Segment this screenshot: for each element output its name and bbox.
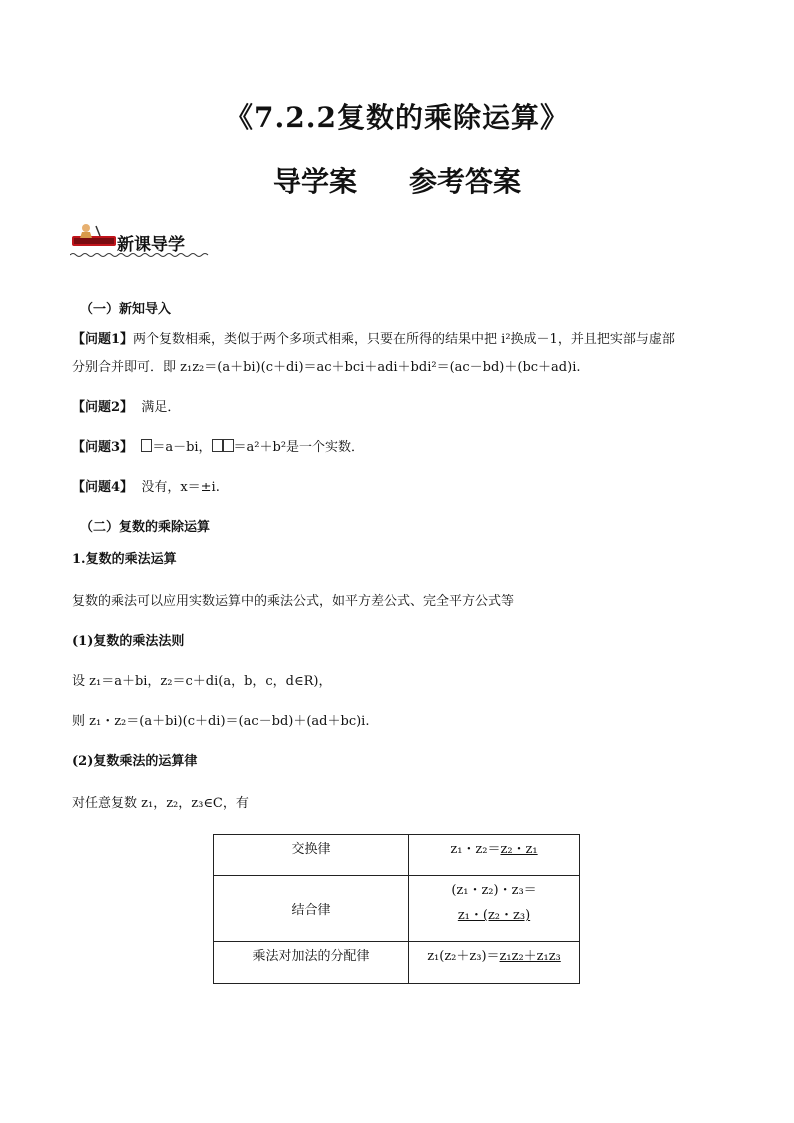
multiplication-intro: 复数的乘法可以应用实数运算中的乘法公式，如平方差公式、完全平方公式等 [72, 594, 515, 609]
formula-answer: z₁・(z₂・z₃) [457, 908, 531, 923]
q1-label: 【问题1】 [72, 332, 134, 347]
q2-label: 【问题2】 [72, 400, 134, 415]
q1-line2: 分别合并即可．即 z₁z₂＝(a＋bi)(c＋di)＝ac＋bci＋adi＋bdi²＝(ac－bd)＋(bc＋ad)i. [72, 360, 581, 375]
q4-text: 没有，x＝±i. [141, 480, 220, 495]
formula-left: z₁(z₂＋z₃)＝ [427, 949, 500, 964]
book-person-icon [70, 222, 118, 252]
law-intro: 对任意复数 z₁，z₂，z₃∈C，有 [72, 796, 249, 811]
law-name: 乘法对加法的分配律 [214, 942, 409, 984]
document-subtitle [0, 160, 794, 200]
document-title: 《7.2.2复数的乘除运算》 [225, 101, 569, 134]
conjugate-box [223, 439, 234, 452]
multiplication-laws-table [213, 834, 580, 984]
formula-left: (z₁・z₂)・z₃＝ [451, 883, 537, 898]
q3-text-b: ＝a²＋b²是一个实数． [233, 440, 365, 455]
law-name: 结合律 [214, 876, 409, 942]
law-formula [409, 942, 580, 984]
formula-answer: z₁z₂＋z₁z₃ [499, 949, 561, 964]
q3-line [72, 438, 364, 458]
law-formula [409, 835, 580, 876]
table-row [214, 876, 580, 942]
formula-left: z₁・z₂＝ [450, 842, 501, 857]
section-heading: 新课导学 [117, 235, 185, 255]
q3-label: 【问题3】 [72, 440, 134, 455]
q2-line [72, 398, 180, 418]
conjugate-z-box [141, 439, 152, 452]
q3-text-a: ＝a－bi， [152, 440, 212, 455]
rule-line-1: 设 z₁＝a＋bi，z₂＝c＋di(a，b，c，d∈R)， [72, 674, 332, 689]
rule-line-2: 则 z₁・z₂＝(a＋bi)(c＋di)＝(ac－bd)＋(ad＋bc)i. [72, 714, 370, 729]
q1-text-1: 两个复数相乘，类似于两个多项式相乘，只要在所得的结果中把 i²换成－1，并且把实部与虚部 [133, 332, 675, 347]
q1-line1 [72, 330, 675, 350]
table-row [214, 835, 580, 876]
wavy-underline [70, 252, 210, 258]
part1-heading: （一）新知导入 [80, 302, 172, 317]
rule-heading: (1)复数的乘法法则 [72, 634, 185, 649]
part2-heading: （二）复数的乘除运算 [80, 520, 211, 535]
q2-text: 满足． [141, 400, 181, 415]
law-formula [409, 876, 580, 942]
multiplication-subheading: 1.复数的乘法运算 [72, 552, 177, 567]
subtitle-guide: 导学案 [272, 165, 357, 198]
z-box [212, 439, 223, 452]
law-name: 交换律 [214, 835, 409, 876]
q4-label: 【问题4】 [72, 480, 134, 495]
q4-line [72, 478, 220, 498]
law-heading: (2)复数乘法的运算律 [72, 754, 198, 769]
table-row [214, 942, 580, 984]
subtitle-answers: 参考答案 [409, 165, 522, 198]
formula-answer: z₂・z₁ [500, 842, 538, 857]
